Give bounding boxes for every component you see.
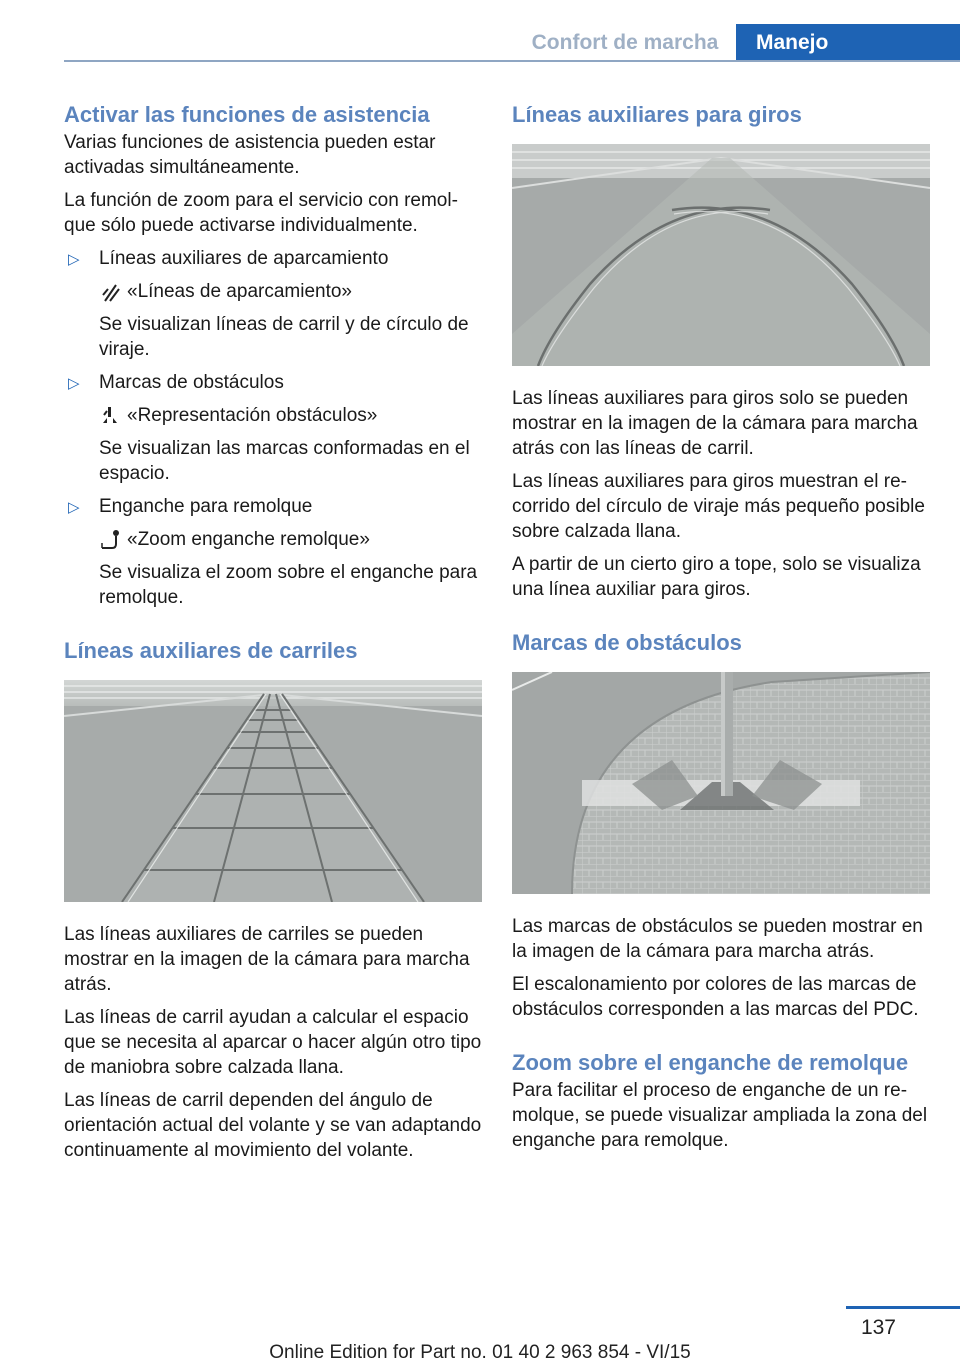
item-title: Enganche para remolque (99, 496, 313, 517)
paragraph: Para facilitar el proceso de enganche de un remolque, se puede visualizar ampliada la zona del enganche para remolque. (512, 1080, 928, 1151)
header-rule (64, 60, 960, 62)
page-number: 137 (860, 1316, 896, 1339)
menu-entry (99, 403, 482, 428)
lane-lines-figure (64, 680, 482, 902)
item-description: Se visualizan líneas de carril y de círculo de viraje. (99, 314, 469, 360)
list-item (64, 494, 482, 610)
paragraph: Las marcas de obstáculos se pueden mostrar en la imagen de la cámara para marcha atrás. (512, 916, 923, 962)
heading-activate-assist: Activar las funciones de asistencia (64, 102, 430, 127)
edition-line: Online Edition for Part no. 01 40 2 963 854 - VI/15 (269, 1342, 691, 1363)
triangle-bullet-icon: ▷ (68, 499, 80, 516)
paragraph: Las líneas auxiliares para giros solo se pueden mostrar en la imagen de la cámara para marcha atrás con las líneas de carril. (512, 388, 918, 459)
paragraph: Las líneas auxiliares de carriles se pueden mostrar en la imagen de la cámara para marcha atrás. (64, 924, 470, 995)
obstacle-marks-icon (99, 405, 121, 427)
paragraph: Las líneas auxiliares para giros muestran el recorrido del círculo de viraje más pequeño posible sobre calzada llana. (512, 471, 925, 542)
paragraph: Varias funciones de asistencia pueden estar activadas simultáneamente. (64, 132, 436, 178)
menu-label: «Zoom enganche remolque» (127, 529, 370, 550)
left-column (64, 100, 482, 1171)
parking-lines-icon (99, 281, 121, 303)
turn-lines-figure (512, 144, 930, 366)
header-chapter-tab: Manejo (736, 24, 960, 62)
paragraph: El escalonamiento por colores de las marcas de obstáculos corresponden a las marcas del PDC. (512, 974, 919, 1020)
item-description: Se visualiza el zoom sobre el enganche para remolque. (99, 562, 478, 608)
triangle-bullet-icon: ▷ (68, 251, 80, 268)
heading-lane-lines: Líneas auxiliares de carriles (64, 638, 358, 663)
list-item (64, 370, 482, 486)
paragraph: La función de zoom para el servicio con remolque sólo puede activarse individualmente. (64, 190, 458, 236)
heading-trailer-zoom: Zoom sobre el enganche de remolque (512, 1050, 909, 1075)
obstacle-marks-figure (512, 672, 930, 894)
item-title: Líneas auxiliares de aparcamiento (99, 248, 389, 269)
item-description: Se visualizan las marcas conformadas en el espacio. (99, 438, 470, 484)
paragraph: A partir de un cierto giro a tope, solo se visualiza una línea auxiliar para giros. (512, 554, 921, 600)
menu-label: «Representación obstáculos» (127, 405, 378, 426)
right-column (512, 100, 930, 1161)
footer-rule (846, 1306, 960, 1309)
assist-function-list (64, 246, 482, 610)
trailer-hitch-icon (99, 529, 121, 551)
list-item (64, 246, 482, 362)
menu-entry (99, 279, 482, 304)
paragraph: Las líneas de carril ayudan a calcular el espacio que se necesita al aparcar o hacer algún otro tipo de maniobra sobre calzada llana. (64, 1007, 482, 1078)
menu-entry (99, 527, 482, 552)
paragraph: Las líneas de carril dependen del ángulo de orientación actual del volante y se van adaptando continuamente al movimiento del volante. (64, 1090, 482, 1161)
item-title: Marcas de obstáculos (99, 372, 284, 393)
header-section-title: Confort de marcha (514, 24, 736, 62)
heading-turn-lines: Líneas auxiliares para giros (512, 102, 802, 127)
menu-label: «Líneas de aparcamiento» (127, 281, 352, 302)
heading-obstacle-marks: Marcas de obstáculos (512, 630, 742, 655)
triangle-bullet-icon: ▷ (68, 375, 80, 392)
page-header (0, 24, 960, 62)
